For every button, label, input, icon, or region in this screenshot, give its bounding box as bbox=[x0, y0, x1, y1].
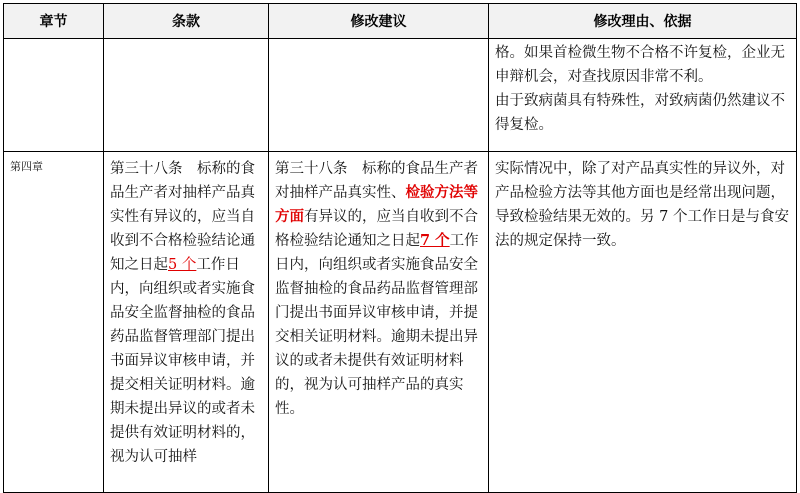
table-row bbox=[4, 39, 797, 152]
days-highlight: 7 个 bbox=[420, 232, 450, 249]
table-row bbox=[4, 152, 797, 493]
reason-cell bbox=[489, 39, 797, 152]
reason-paragraph: 格。如果首检微生物不合格不许复检，企业无申辩机会，对查找原因非常不利。 bbox=[495, 45, 785, 85]
reason-cell bbox=[489, 152, 797, 493]
reason-paragraph: 由于致病菌具有特殊性，对致病菌仍然建议不得复检。 bbox=[495, 93, 785, 133]
suggestion-cell bbox=[269, 39, 489, 152]
clause-text: 第三十八条 标称的食品生产者对抽样产品真实性有异议的，应当自收到不合格检验结论通知之日起5 个工作日内，向组织或者实施食品安全监督抽检的食品药品监督管理部门提出书面异议审核申请，并提交相关证明材料。逾期未提出异议的或者未提供有效证明材料的，视为认可抽样 bbox=[110, 161, 255, 465]
clause-cell bbox=[104, 152, 269, 493]
chapter-cell bbox=[4, 39, 104, 152]
header-reason: 修改理由、依据 bbox=[489, 4, 797, 39]
comparison-table bbox=[3, 3, 797, 493]
reason-text: 实际情况中，除了对产品真实性的异议外，对产品检验方法等其他方面也是经常出现问题，导致检验结果无效的。另 7 个工作日是与食安法的规定保持一致。 bbox=[495, 161, 789, 249]
suggestion-text: 第三十八条 标称的食品生产者对抽样产品真实性、检验方法等方面有异议的，应当自收到不合格检验结论通知之日起7 个工作日内，向组织或者实施食品安全监督抽检的食品药品监督管理部门提出书面异议审核申请，并提交相关证明材料。逾期未提出异议的或者未提供有效证明材料的，视为认可抽样产品的真实性。 bbox=[275, 161, 479, 417]
clause-cell bbox=[104, 39, 269, 152]
header-chapter: 章节 bbox=[4, 4, 104, 39]
header-row bbox=[4, 4, 797, 39]
suggestion-cell bbox=[269, 152, 489, 493]
chapter-cell: 第四章 bbox=[4, 152, 104, 493]
header-clause: 条款 bbox=[104, 4, 269, 39]
method-highlight: 检验方法等方面 bbox=[275, 184, 478, 225]
header-suggestion: 修改建议 bbox=[269, 4, 489, 39]
days-highlight: 5 个 bbox=[168, 257, 197, 273]
